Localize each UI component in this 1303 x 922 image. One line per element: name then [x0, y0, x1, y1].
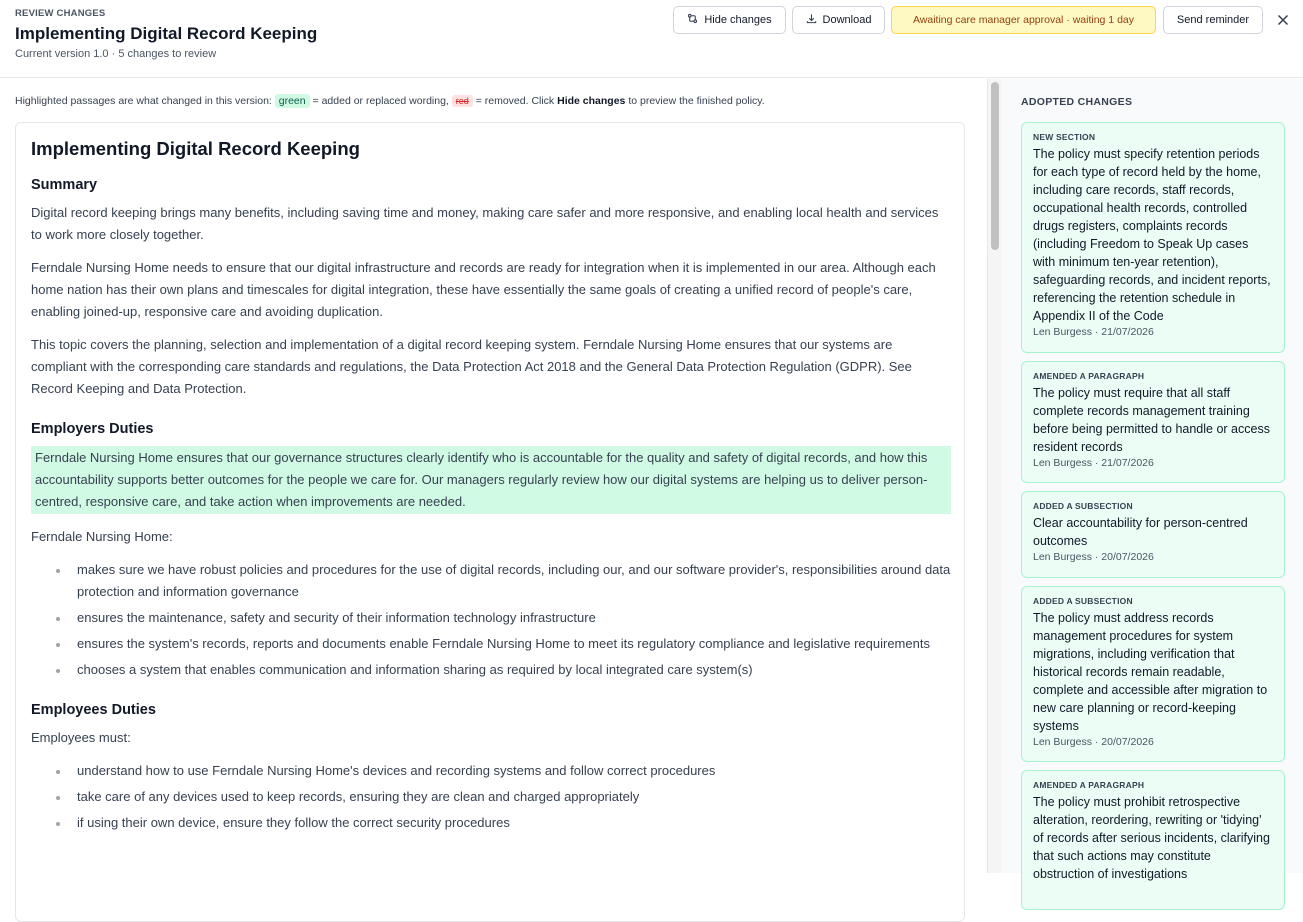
change-card[interactable]: [1021, 361, 1285, 483]
summary-paragraph: Digital record keeping brings many benefits, including saving time and money, making care safer and more responsive, and enabling local health and services to work more closely together.: [31, 205, 939, 242]
employers-heading: Employers Duties: [31, 421, 154, 437]
legend-green-desc: = added or replaced wording,: [312, 95, 449, 107]
list-item: ensures the system's records, reports and documents enable Ferndale Nursing Home to meet its regulatory compliance and legislative requirements: [31, 633, 951, 655]
list-item: chooses a system that enables communication and information sharing as required by local integrated care system(s): [31, 659, 951, 681]
download-button[interactable]: [792, 6, 885, 34]
hide-changes-button[interactable]: [673, 6, 786, 34]
change-text: The policy must specify retention periods for each type of record held by the home, including care records, staff records, occupational health records, controlled drugs registers, complaints records (including Freedom to Speak Up cases with minimum ten-year retention), safeguarding records, and incident reports, referencing the retention schedule in Appendix II of the Code: [1033, 147, 1271, 323]
document-title: Implementing Digital Record Keeping: [31, 138, 360, 159]
added-passage-highlight: Ferndale Nursing Home ensures that our governance structures clearly identify who is accountable for the quality and safety of digital records, and how this accountability supports better outcomes for the people we care for. Our managers regularly review how our digital systems are helping us to deliver person-centred, responsive care, and take action when improvements are needed.: [31, 446, 951, 514]
document-pane: [0, 79, 987, 873]
policy-document: [15, 122, 965, 922]
change-author-date: Len Burgess · 20/07/2026: [1033, 736, 1154, 748]
summary-paragraph: Ferndale Nursing Home needs to ensure that our digital infrastructure and records are ready for integration when it is implemented in our area. Although each home nation has their own plans and timescales for digital integration, these have essentially the same goals of creating a unified record of people's care, enabling joined-up, responsive care and avoiding duplication.: [31, 260, 936, 319]
employers-intro: Ferndale Nursing Home:: [31, 529, 173, 544]
legend-red-desc: = removed. Click: [475, 95, 555, 107]
send-reminder-button[interactable]: Send reminder: [1163, 6, 1263, 34]
summary-paragraph: This topic covers the planning, selection and implementation of a digital record keeping system. Ferndale Nursing Home ensures that our systems are compliant with the corresponding care standards and regulations, the Data Protection Act 2018 and the General Data Protection Regulation (GDPR). See Record Keeping and Data Protection.: [31, 337, 912, 396]
close-icon[interactable]: [1274, 11, 1292, 29]
compare-icon: [687, 13, 698, 27]
change-card[interactable]: [1021, 491, 1285, 578]
change-text: Clear accountability for person-centred outcomes: [1033, 516, 1248, 548]
change-type: AMENDED A PARAGRAPH: [1033, 371, 1145, 381]
version-subtitle: Current version 1.0 · 5 changes to review: [15, 48, 217, 60]
employees-duties-list: [31, 760, 951, 834]
change-text: The policy must require that all staff complete records management training before being permitted to handle or access resident records: [1033, 386, 1270, 454]
review-header: [0, 0, 1303, 78]
eyebrow-label: REVIEW CHANGES: [15, 8, 106, 19]
change-type: NEW SECTION: [1033, 132, 1096, 142]
legend-red-tag: red: [452, 95, 473, 107]
changes-legend: [15, 95, 765, 107]
change-author-date: Len Burgess · 21/07/2026: [1033, 457, 1154, 469]
list-item: take care of any devices used to keep records, ensuring they are clean and charged appropriately: [31, 786, 951, 808]
change-author-date: Len Burgess · 21/07/2026: [1033, 326, 1154, 338]
legend-suffix: to preview the finished policy.: [628, 95, 765, 107]
employees-intro: Employees must:: [31, 730, 131, 745]
adopted-changes-panel: [1003, 79, 1303, 881]
legend-green-tag: green: [275, 94, 310, 108]
change-text: The policy must address records management procedures for system migrations, including verification that historical records remain readable, complete and accessible after migration to new care planning or record-keeping systems: [1033, 611, 1268, 733]
approval-status-badge: Awaiting care manager approval · waiting 1 day: [891, 6, 1156, 34]
scrollbar-thumb[interactable]: [991, 82, 999, 250]
download-label: Download: [822, 14, 872, 26]
document-scrollbar[interactable]: [987, 79, 1002, 873]
change-author-date: Len Burgess · 20/07/2026: [1033, 551, 1154, 563]
list-item: makes sure we have robust policies and procedures for the use of digital records, including our, and our software provider's, responsibilities around data protection and information governance: [31, 559, 951, 603]
change-card[interactable]: [1021, 586, 1285, 762]
list-item: understand how to use Ferndale Nursing Home's devices and recording systems and follow correct procedures: [31, 760, 951, 782]
change-card[interactable]: [1021, 770, 1285, 910]
panel-title: ADOPTED CHANGES: [1021, 96, 1133, 108]
change-text: The policy must prohibit retrospective alteration, reordering, rewriting or 'tidying' of records after serious incidents, clarifying that such actions may constitute obstruction of investigations: [1033, 795, 1270, 881]
summary-heading: Summary: [31, 177, 98, 193]
employees-heading: Employees Duties: [31, 702, 156, 718]
employers-duties-list: [31, 559, 951, 681]
change-type: ADDED A SUBSECTION: [1033, 501, 1133, 511]
page-title: Implementing Digital Record Keeping: [15, 24, 318, 43]
list-item: if using their own device, ensure they follow the correct security procedures: [31, 812, 951, 834]
hide-changes-label: Hide changes: [704, 14, 772, 26]
list-item: ensures the maintenance, safety and security of their information technology infrastructure: [31, 607, 951, 629]
legend-action: Hide changes: [557, 95, 626, 107]
legend-prefix: Highlighted passages are what changed in this version:: [15, 95, 272, 107]
change-type: ADDED A SUBSECTION: [1033, 596, 1133, 606]
change-card[interactable]: [1021, 122, 1285, 353]
change-type: AMENDED A PARAGRAPH: [1033, 780, 1145, 790]
download-icon: [806, 13, 817, 27]
